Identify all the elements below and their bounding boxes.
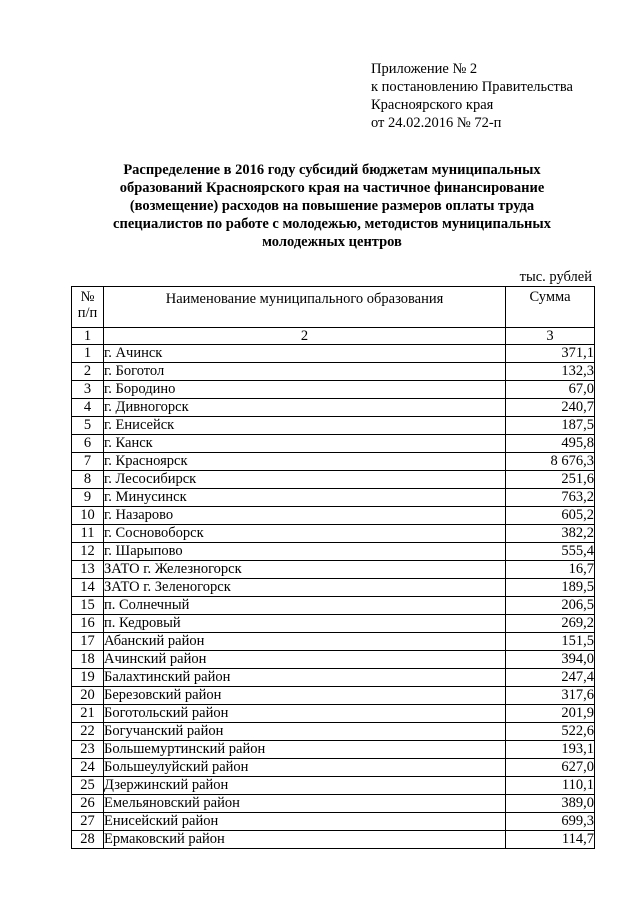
distribution-table — [71, 286, 595, 849]
table-body — [72, 345, 595, 849]
appendix-region: Красноярского края — [371, 97, 494, 113]
table-row — [72, 795, 595, 813]
row-municipality: Енисейский район — [104, 813, 506, 831]
column-number-1: 1 — [72, 328, 104, 345]
table-row — [72, 705, 595, 723]
row-number: 6 — [72, 435, 104, 453]
table-row — [72, 759, 595, 777]
row-sum: 763,2 — [506, 489, 595, 507]
row-sum: 555,4 — [506, 543, 595, 561]
header-name: Наименование муниципального образования — [104, 287, 506, 328]
row-municipality: Балахтинский район — [104, 669, 506, 687]
table-row — [72, 633, 595, 651]
table-row — [72, 525, 595, 543]
table-row — [72, 669, 595, 687]
document-title — [80, 161, 584, 251]
header-number-symbol: № — [80, 289, 95, 305]
table-row — [72, 831, 595, 849]
row-municipality: г. Ачинск — [104, 345, 506, 363]
row-number: 20 — [72, 687, 104, 705]
table-row — [72, 561, 595, 579]
unit-label: тыс. рублей — [519, 269, 592, 285]
appendix-reference — [371, 60, 573, 132]
row-sum: 394,0 — [506, 651, 595, 669]
row-municipality: ЗАТО г. Зеленогорск — [104, 579, 506, 597]
row-sum: 114,7 — [506, 831, 595, 849]
table-row — [72, 507, 595, 525]
row-number: 15 — [72, 597, 104, 615]
row-number: 1 — [72, 345, 104, 363]
row-sum: 389,0 — [506, 795, 595, 813]
row-sum: 371,1 — [506, 345, 595, 363]
row-municipality: п. Солнечный — [104, 597, 506, 615]
row-sum: 627,0 — [506, 759, 595, 777]
table-row — [72, 813, 595, 831]
row-sum: 8 676,3 — [506, 453, 595, 471]
row-number: 2 — [72, 363, 104, 381]
table-row — [72, 651, 595, 669]
table-row — [72, 435, 595, 453]
column-numbers-row — [72, 328, 595, 345]
table-row — [72, 417, 595, 435]
row-number: 25 — [72, 777, 104, 795]
row-number: 3 — [72, 381, 104, 399]
row-sum: 187,5 — [506, 417, 595, 435]
appendix-date: от 24.02.2016 № 72-п — [371, 115, 502, 131]
row-municipality: ЗАТО г. Железногорск — [104, 561, 506, 579]
table-row — [72, 723, 595, 741]
row-number: 13 — [72, 561, 104, 579]
table-row — [72, 471, 595, 489]
row-municipality: г. Красноярск — [104, 453, 506, 471]
row-municipality: Березовский район — [104, 687, 506, 705]
row-municipality: п. Кедровый — [104, 615, 506, 633]
row-number: 14 — [72, 579, 104, 597]
header-number-abbrev: п/п — [77, 305, 98, 321]
row-municipality: г. Лесосибирск — [104, 471, 506, 489]
row-municipality: г. Дивногорск — [104, 399, 506, 417]
row-municipality: г. Бородино — [104, 381, 506, 399]
table-row — [72, 615, 595, 633]
title-line-2: образований Красноярского края на частичное финансирование — [119, 180, 545, 196]
row-number: 4 — [72, 399, 104, 417]
table-row — [72, 777, 595, 795]
row-municipality: Большемуртинский район — [104, 741, 506, 759]
row-sum: 382,2 — [506, 525, 595, 543]
row-municipality: г. Сосновоборск — [104, 525, 506, 543]
title-line-1: Распределение в 2016 году субсидий бюджетам муниципальных — [123, 162, 541, 178]
title-line-3: (возмещение) расходов на повышение размеров оплаты труда — [129, 198, 535, 214]
row-sum: 240,7 — [506, 399, 595, 417]
row-sum: 67,0 — [506, 381, 595, 399]
row-number: 22 — [72, 723, 104, 741]
row-sum: 247,4 — [506, 669, 595, 687]
column-number-2: 2 — [104, 328, 506, 345]
row-sum: 495,8 — [506, 435, 595, 453]
row-municipality: Дзержинский район — [104, 777, 506, 795]
appendix-resolution: к постановлению Правительства — [371, 79, 573, 95]
row-number: 17 — [72, 633, 104, 651]
row-sum: 189,5 — [506, 579, 595, 597]
row-municipality: Боготольский район — [104, 705, 506, 723]
row-sum: 206,5 — [506, 597, 595, 615]
table-row — [72, 345, 595, 363]
row-sum: 699,3 — [506, 813, 595, 831]
row-municipality: Богучанский район — [104, 723, 506, 741]
row-sum: 269,2 — [506, 615, 595, 633]
column-number-3: 3 — [506, 328, 595, 345]
table-row — [72, 579, 595, 597]
row-number: 26 — [72, 795, 104, 813]
table-row — [72, 489, 595, 507]
row-municipality: Абанский район — [104, 633, 506, 651]
row-municipality: г. Боготол — [104, 363, 506, 381]
row-sum: 201,9 — [506, 705, 595, 723]
row-sum: 151,5 — [506, 633, 595, 651]
row-municipality: г. Назарово — [104, 507, 506, 525]
row-municipality: Ермаковский район — [104, 831, 506, 849]
row-sum: 522,6 — [506, 723, 595, 741]
row-municipality: г. Минусинск — [104, 489, 506, 507]
row-sum: 317,6 — [506, 687, 595, 705]
row-number: 12 — [72, 543, 104, 561]
row-municipality: г. Шарыпово — [104, 543, 506, 561]
row-number: 24 — [72, 759, 104, 777]
row-sum: 132,3 — [506, 363, 595, 381]
header-sum: Сумма — [506, 287, 595, 328]
row-number: 9 — [72, 489, 104, 507]
row-number: 21 — [72, 705, 104, 723]
row-number: 10 — [72, 507, 104, 525]
row-sum: 193,1 — [506, 741, 595, 759]
table-row — [72, 543, 595, 561]
row-sum: 251,6 — [506, 471, 595, 489]
row-number: 28 — [72, 831, 104, 849]
row-number: 16 — [72, 615, 104, 633]
table-row — [72, 363, 595, 381]
row-number: 7 — [72, 453, 104, 471]
table-row — [72, 687, 595, 705]
row-number: 19 — [72, 669, 104, 687]
row-sum: 605,2 — [506, 507, 595, 525]
row-number: 8 — [72, 471, 104, 489]
row-number: 27 — [72, 813, 104, 831]
table-row — [72, 399, 595, 417]
table-row — [72, 453, 595, 471]
table-row — [72, 381, 595, 399]
title-line-5: молодежных центров — [262, 234, 402, 250]
row-municipality: Ачинский район — [104, 651, 506, 669]
row-number: 5 — [72, 417, 104, 435]
table-row — [72, 597, 595, 615]
row-sum: 16,7 — [506, 561, 595, 579]
row-sum: 110,1 — [506, 777, 595, 795]
row-number: 11 — [72, 525, 104, 543]
table-row — [72, 741, 595, 759]
row-municipality: г. Канск — [104, 435, 506, 453]
row-municipality: Большеулуйский район — [104, 759, 506, 777]
appendix-number: Приложение № 2 — [371, 61, 478, 77]
row-number: 23 — [72, 741, 104, 759]
row-municipality: г. Енисейск — [104, 417, 506, 435]
title-line-4: специалистов по работе с молодежью, методистов муниципальных — [113, 216, 551, 232]
row-number: 18 — [72, 651, 104, 669]
row-municipality: Емельяновский район — [104, 795, 506, 813]
table-header-row — [72, 287, 595, 328]
header-number — [72, 287, 104, 328]
